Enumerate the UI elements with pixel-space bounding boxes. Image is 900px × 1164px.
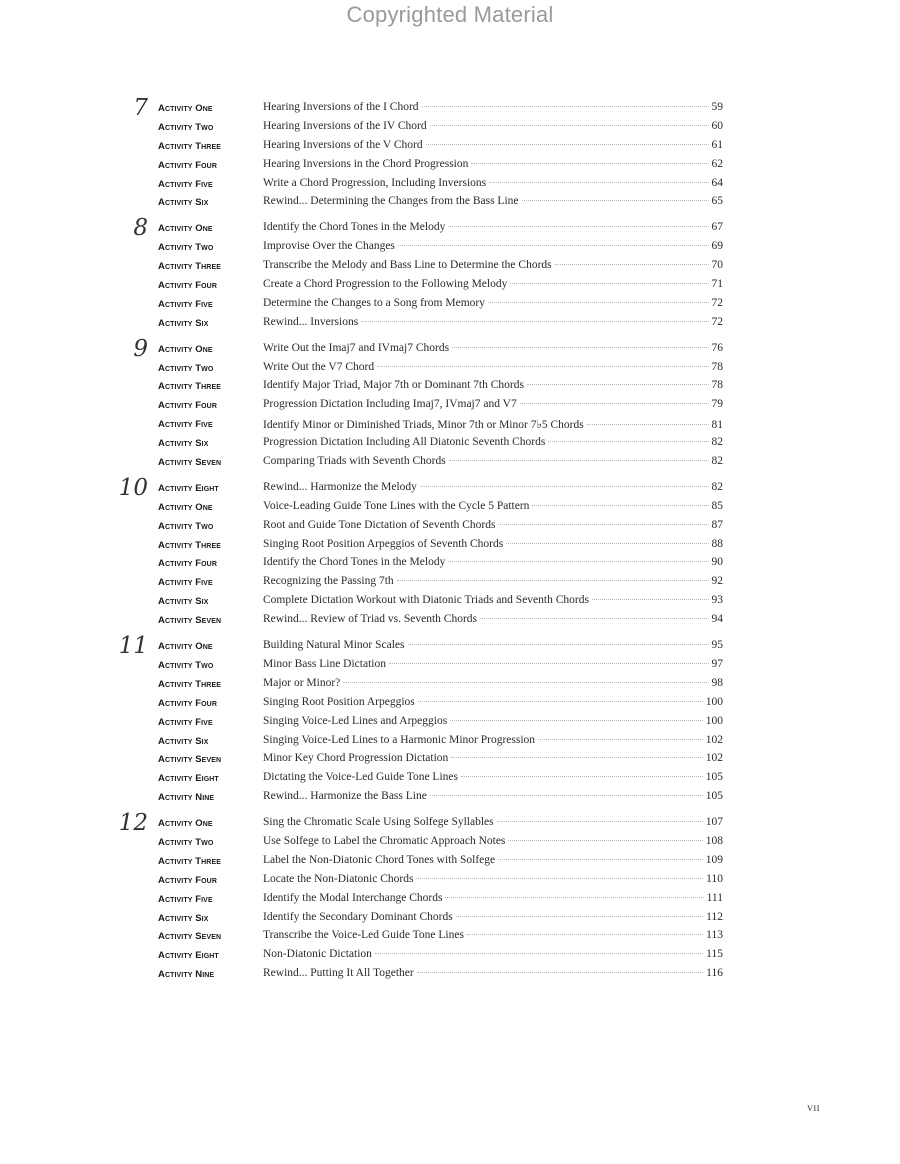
entry-line xyxy=(263,158,723,170)
entry-title: Hearing Inversions in the Chord Progression xyxy=(263,157,469,170)
entry-title: Transcribe the Voice-Led Guide Tone Lines xyxy=(263,929,464,942)
page-number: 82 xyxy=(711,436,723,449)
entry-title: Recognizing the Passing 7th xyxy=(263,575,394,588)
page-number: 110 xyxy=(706,872,723,885)
dot-leader xyxy=(416,878,703,879)
page-number: 62 xyxy=(711,157,723,170)
entry-title: Rewind... Putting It All Together xyxy=(263,967,414,980)
activity-label: Activity Two xyxy=(158,520,214,532)
toc-entry[interactable] xyxy=(0,613,900,632)
activity-label: Activity One xyxy=(158,641,213,653)
entry-line xyxy=(263,519,723,531)
dot-leader xyxy=(430,795,703,796)
activity-label: Activity Four xyxy=(158,400,217,412)
activity-label: Activity Four xyxy=(158,558,217,570)
toc-entry[interactable] xyxy=(0,892,900,911)
entry-title: Singing Voice-Led Lines to a Harmonic Minor Progression xyxy=(263,733,536,746)
entry-line xyxy=(263,854,723,866)
dot-leader xyxy=(498,524,708,525)
entry-line xyxy=(263,342,723,354)
toc-entry[interactable] xyxy=(0,158,900,177)
dot-leader xyxy=(555,264,709,265)
entry-line xyxy=(263,873,723,885)
entry-title: Identify the Chord Tones in the Melody xyxy=(263,556,446,569)
toc-entry[interactable] xyxy=(0,790,900,809)
dot-leader xyxy=(520,403,709,404)
page-number: 105 xyxy=(705,790,723,803)
entry-line xyxy=(263,892,723,904)
copyright-watermark: Copyrighted Material xyxy=(346,2,554,27)
toc-entry[interactable] xyxy=(0,316,900,335)
toc-entry[interactable] xyxy=(0,854,900,873)
entry-title: Singing Root Position Arpeggios xyxy=(263,695,415,708)
toc-entry[interactable] xyxy=(0,873,900,892)
entry-line xyxy=(263,594,723,606)
entry-title: Building Natural Minor Scales xyxy=(263,639,405,652)
toc-entry[interactable] xyxy=(0,835,900,854)
dot-leader xyxy=(420,486,709,487)
page-number: 92 xyxy=(711,575,723,588)
dot-leader xyxy=(361,321,708,322)
chapter-number: 7 xyxy=(133,95,148,121)
chapter-number: 11 xyxy=(118,633,148,660)
toc-entry[interactable] xyxy=(0,752,900,771)
activity-label: Activity Four xyxy=(158,280,217,292)
page-number: 111 xyxy=(706,891,723,904)
page-number: 71 xyxy=(711,278,723,291)
activity-label: Activity Five xyxy=(158,178,213,190)
dot-leader xyxy=(587,424,709,425)
entry-title: Rewind... Inversions xyxy=(263,315,359,328)
entry-title: Complete Dictation Workout with Diatonic Triads and Seventh Chords xyxy=(263,594,589,607)
dot-leader xyxy=(497,821,703,822)
entry-line xyxy=(263,259,723,271)
entry-line xyxy=(263,240,723,252)
page-number: 105 xyxy=(705,771,723,784)
page-number: 102 xyxy=(705,752,723,765)
dot-leader xyxy=(461,776,703,777)
activity-label: Activity One xyxy=(158,501,213,513)
entry-line xyxy=(263,278,723,290)
entry-line xyxy=(263,221,723,233)
entry-title: Non-Diatonic Dictation xyxy=(263,948,372,961)
toc-entry[interactable] xyxy=(0,734,900,753)
entry-title: Identify Minor or Diminished Triads, Minor 7th or Minor 7♭5 Chords xyxy=(263,419,584,432)
page-number: 78 xyxy=(711,360,723,373)
page-number: 59 xyxy=(711,101,723,113)
page-number: 78 xyxy=(711,379,723,392)
page-number: 69 xyxy=(711,240,723,253)
entry-title: Write a Chord Progression, Including Inversions xyxy=(263,176,487,189)
activity-label: Activity One xyxy=(158,343,213,355)
activity-label: Activity Six xyxy=(158,438,209,450)
entry-title: Rewind... Review of Triad vs. Seventh Chords xyxy=(263,613,478,626)
dot-leader xyxy=(448,226,708,227)
chapter-block xyxy=(0,95,900,214)
activity-label: Activity Three xyxy=(158,678,221,690)
entry-line xyxy=(263,613,723,625)
activity-label: Activity Five xyxy=(158,298,213,310)
page-number: 79 xyxy=(711,398,723,411)
entry-line xyxy=(263,455,723,467)
activity-label: Activity Two xyxy=(158,362,214,374)
entry-title: Identify Major Triad, Major 7th or Dominant 7th Chords xyxy=(263,379,524,392)
page-number: 100 xyxy=(705,714,723,727)
activity-label: Activity Two xyxy=(158,836,214,848)
toc-entry[interactable] xyxy=(0,139,900,158)
dot-leader xyxy=(480,618,708,619)
dot-leader xyxy=(397,580,709,581)
entry-title: Identify the Chord Tones in the Melody xyxy=(263,221,446,234)
dot-leader xyxy=(548,441,708,442)
entry-title: Hearing Inversions of the V Chord xyxy=(263,138,423,151)
toc-entry[interactable] xyxy=(0,221,900,240)
entry-title: Determine the Changes to a Song from Memory xyxy=(263,296,485,309)
activity-label: Activity Eight xyxy=(158,773,219,785)
entry-line xyxy=(263,752,723,764)
activity-label: Activity Four xyxy=(158,697,217,709)
dot-leader xyxy=(422,106,709,107)
activity-label: Activity Eight xyxy=(158,950,219,962)
dot-leader xyxy=(510,283,708,284)
activity-label: Activity Six xyxy=(158,735,209,747)
activity-label: Activity Five xyxy=(158,716,213,728)
activity-label: Activity Seven xyxy=(158,457,222,469)
toc-entry[interactable] xyxy=(0,816,900,835)
dot-leader xyxy=(527,384,709,385)
toc-entry[interactable] xyxy=(0,481,900,500)
activity-label: Activity Two xyxy=(158,242,214,254)
chapter-number: 12 xyxy=(118,810,148,837)
entry-line xyxy=(263,417,723,431)
dot-leader xyxy=(430,125,709,126)
page-number: 85 xyxy=(711,499,723,512)
entry-line xyxy=(263,967,723,979)
toc-entry[interactable] xyxy=(0,297,900,316)
table-of-contents xyxy=(0,95,900,986)
toc-entry[interactable] xyxy=(0,929,900,948)
dot-leader xyxy=(375,953,703,954)
entry-line xyxy=(263,316,723,328)
dot-leader xyxy=(343,682,708,683)
activity-label: Activity One xyxy=(158,223,213,235)
entry-line xyxy=(263,639,723,651)
entry-title: Transcribe the Melody and Bass Line to Determine the Chords xyxy=(263,259,552,272)
entry-title: Progression Dictation Including All Diatonic Seventh Chords xyxy=(263,436,546,449)
toc-entry[interactable] xyxy=(0,519,900,538)
entry-title: Locate the Non-Diatonic Chords xyxy=(263,872,414,885)
toc-entry[interactable] xyxy=(0,658,900,677)
page-number: 98 xyxy=(711,676,723,689)
dot-leader xyxy=(456,916,703,917)
toc-entry[interactable] xyxy=(0,120,900,139)
activity-label: Activity Two xyxy=(158,121,214,133)
toc-entry[interactable] xyxy=(0,538,900,557)
entry-line xyxy=(263,379,723,391)
activity-label: Activity Four xyxy=(158,159,217,171)
entry-title: Voice-Leading Guide Tone Lines with the Cycle 5 Pattern xyxy=(263,499,530,512)
dot-leader xyxy=(445,897,703,898)
toc-entry[interactable] xyxy=(0,677,900,696)
page-number: 95 xyxy=(711,639,723,652)
activity-label: Activity Six xyxy=(158,197,209,209)
entry-title: Create a Chord Progression to the Following Melody xyxy=(263,278,508,291)
entry-title: Dictating the Voice-Led Guide Tone Lines xyxy=(263,771,458,784)
page-number: 90 xyxy=(711,556,723,569)
page-number: 61 xyxy=(711,138,723,151)
toc-entry[interactable] xyxy=(0,594,900,613)
entry-line xyxy=(263,538,723,550)
toc-entry[interactable] xyxy=(0,436,900,455)
dot-leader xyxy=(467,934,703,935)
chapter-block xyxy=(0,810,900,986)
page-number: 81 xyxy=(711,419,723,432)
entry-line xyxy=(263,361,723,373)
entry-title: Rewind... Harmonize the Bass Line xyxy=(263,790,427,803)
entry-line xyxy=(263,771,723,783)
entry-title: Minor Bass Line Dictation xyxy=(263,657,386,670)
dot-leader xyxy=(522,200,709,201)
activity-label: Activity Six xyxy=(158,596,209,608)
entry-line xyxy=(263,139,723,151)
dot-leader xyxy=(389,663,709,664)
toc-entry[interactable] xyxy=(0,101,900,120)
dot-leader xyxy=(449,460,709,461)
page-number: 67 xyxy=(711,221,723,234)
entry-title: Identify the Secondary Dominant Chords xyxy=(263,910,453,923)
toc-entry[interactable] xyxy=(0,500,900,519)
dot-leader xyxy=(417,972,703,973)
activity-label: Activity Seven xyxy=(158,615,222,627)
page-number: 70 xyxy=(711,259,723,272)
entry-title: Minor Key Chord Progression Dictation xyxy=(263,752,449,765)
entry-title: Hearing Inversions of the IV Chord xyxy=(263,119,427,132)
page-number: 94 xyxy=(711,613,723,626)
toc-entry[interactable] xyxy=(0,398,900,417)
entry-line xyxy=(263,481,723,493)
toc-entry[interactable] xyxy=(0,771,900,790)
toc-entry[interactable] xyxy=(0,948,900,967)
page-number: 93 xyxy=(711,594,723,607)
activity-label: Activity One xyxy=(158,818,213,830)
entry-line xyxy=(263,948,723,960)
entry-line xyxy=(263,734,723,746)
page-number: 112 xyxy=(706,910,723,923)
entry-line xyxy=(263,677,723,689)
dot-leader xyxy=(488,302,709,303)
chapter-block xyxy=(0,474,900,632)
dot-leader xyxy=(398,245,709,246)
activity-label: Activity Three xyxy=(158,381,221,393)
activity-label: Activity One xyxy=(158,103,213,114)
toc-entry[interactable] xyxy=(0,361,900,380)
activity-label: Activity Five xyxy=(158,893,213,905)
activity-label: Activity Two xyxy=(158,659,214,671)
page-number: 72 xyxy=(711,296,723,309)
toc-entry[interactable] xyxy=(0,696,900,715)
chapter-number: 9 xyxy=(133,335,148,362)
activity-label: Activity Nine xyxy=(158,792,215,804)
toc-entry[interactable] xyxy=(0,379,900,398)
activity-label: Activity Six xyxy=(158,912,209,924)
entry-line xyxy=(263,816,723,828)
entry-title: Sing the Chromatic Scale Using Solfege Syllables xyxy=(263,816,494,829)
toc-entry[interactable] xyxy=(0,342,900,361)
entry-line xyxy=(263,297,723,309)
page-number: 113 xyxy=(706,929,723,942)
page-number: 100 xyxy=(705,695,723,708)
toc-entry[interactable] xyxy=(0,911,900,930)
dot-leader xyxy=(377,366,708,367)
toc-entry[interactable] xyxy=(0,967,900,986)
page-number: 116 xyxy=(706,967,723,980)
page-number: 108 xyxy=(705,834,723,847)
entry-line xyxy=(263,436,723,448)
dot-leader xyxy=(450,720,703,721)
entry-line xyxy=(263,575,723,587)
activity-label: Activity Three xyxy=(158,539,221,551)
chapter-number: 8 xyxy=(133,215,148,242)
page-number: 102 xyxy=(705,733,723,746)
toc-entry[interactable] xyxy=(0,575,900,594)
page-number: 109 xyxy=(705,853,723,866)
toc-entry[interactable] xyxy=(0,715,900,734)
entry-title: Improvise Over the Changes xyxy=(263,240,395,253)
entry-title: Comparing Triads with Seventh Chords xyxy=(263,455,446,468)
page-number: 107 xyxy=(705,816,723,829)
dot-leader xyxy=(408,644,709,645)
entry-line xyxy=(263,101,723,113)
entry-title: Write Out the Imaj7 and IVmaj7 Chords xyxy=(263,341,450,354)
chapter-block xyxy=(0,215,900,334)
dot-leader xyxy=(538,739,703,740)
page-number: 97 xyxy=(711,657,723,670)
entry-title: Use Solfege to Label the Chromatic Approach Notes xyxy=(263,834,506,847)
dot-leader xyxy=(426,144,709,145)
chapter-number: 10 xyxy=(118,474,148,501)
entry-title: Label the Non-Diatonic Chord Tones with Solfege xyxy=(263,853,496,866)
entry-title: Progression Dictation Including Imaj7, IVmaj7 and V7 xyxy=(263,398,517,411)
activity-label: Activity Three xyxy=(158,261,221,273)
page-number: 115 xyxy=(706,948,723,961)
dot-leader xyxy=(418,701,703,702)
page-number: 82 xyxy=(711,480,723,493)
page-number: 76 xyxy=(711,341,723,354)
entry-line xyxy=(263,398,723,410)
activity-label: Activity Seven xyxy=(158,754,222,766)
entry-line xyxy=(263,929,723,941)
activity-label: Activity Five xyxy=(158,577,213,589)
entry-line xyxy=(263,715,723,727)
page-number: 87 xyxy=(711,518,723,531)
page-number: 82 xyxy=(711,455,723,468)
dot-leader xyxy=(452,347,708,348)
chapter-block xyxy=(0,633,900,809)
activity-label: Activity Seven xyxy=(158,931,222,943)
toc-entry[interactable] xyxy=(0,278,900,297)
activity-label: Activity Five xyxy=(158,419,213,431)
dot-leader xyxy=(532,505,708,506)
entry-title: Root and Guide Tone Dictation of Seventh Chords xyxy=(263,518,496,531)
dot-leader xyxy=(448,561,708,562)
entry-line xyxy=(263,696,723,708)
dot-leader xyxy=(592,599,709,600)
entry-line xyxy=(263,790,723,802)
page-number: 64 xyxy=(711,176,723,189)
page-number: 65 xyxy=(711,195,723,208)
entry-title: Singing Root Position Arpeggios of Seventh Chords xyxy=(263,537,504,550)
entry-line xyxy=(263,120,723,132)
entry-title: Singing Voice-Led Lines and Arpeggios xyxy=(263,714,448,727)
dot-leader xyxy=(471,163,708,164)
entry-title: Identify the Modal Interchange Chords xyxy=(263,891,443,904)
dot-leader xyxy=(498,859,703,860)
entry-line xyxy=(263,177,723,189)
dot-leader xyxy=(508,840,702,841)
activity-label: Activity Three xyxy=(158,855,221,867)
entry-title: Rewind... Harmonize the Melody xyxy=(263,480,417,493)
activity-label: Activity Four xyxy=(158,874,217,886)
toc-entry[interactable] xyxy=(0,240,900,259)
entry-line xyxy=(263,835,723,847)
page-number: 72 xyxy=(711,315,723,328)
toc-entry[interactable] xyxy=(0,195,900,214)
entry-line xyxy=(263,195,723,207)
toc-entry[interactable] xyxy=(0,177,900,196)
toc-entry[interactable] xyxy=(0,455,900,474)
entry-title: Write Out the V7 Chord xyxy=(263,360,375,373)
activity-label: Activity Nine xyxy=(158,969,215,981)
entry-title: Rewind... Determining the Changes from the Bass Line xyxy=(263,195,519,208)
toc-entry[interactable] xyxy=(0,556,900,575)
page-number: 60 xyxy=(711,119,723,132)
page-number: 88 xyxy=(711,537,723,550)
activity-label: Activity Six xyxy=(158,317,209,329)
dot-leader xyxy=(506,543,708,544)
page-folio: vii xyxy=(807,1102,820,1114)
entry-title: Hearing Inversions of the I Chord xyxy=(263,101,419,113)
dot-leader xyxy=(451,757,702,758)
activity-label: Activity Eight xyxy=(158,482,219,494)
activity-label: Activity Three xyxy=(158,140,221,152)
entry-line xyxy=(263,658,723,670)
entry-line xyxy=(263,556,723,568)
dot-leader xyxy=(489,182,708,183)
entry-line xyxy=(263,911,723,923)
chapter-block xyxy=(0,335,900,474)
toc-entry[interactable] xyxy=(0,639,900,658)
toc-entry[interactable] xyxy=(0,259,900,278)
toc-entry[interactable] xyxy=(0,417,900,436)
entry-title: Major or Minor? xyxy=(263,676,341,689)
entry-line xyxy=(263,500,723,512)
